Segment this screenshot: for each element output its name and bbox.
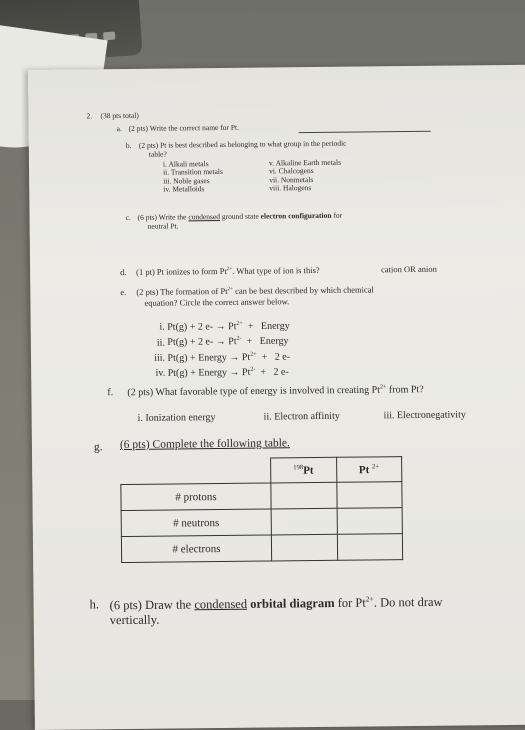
option-halogens[interactable]: viii. Halogens xyxy=(269,183,312,193)
equation-iii[interactable]: iii. Pt(g) + Energy → $Pt^{2+} + 2$ e- xyxy=(154,351,291,364)
question-points: (38 pts total) xyxy=(100,110,139,121)
part-b-text-1: (2 pts) Pt is best described as belonging to what group in the periodic xyxy=(138,138,347,150)
part-c-text: (6 pts) Write the condensed ground state electron configuration for xyxy=(137,210,343,222)
cell-electrons-pt2plus[interactable] xyxy=(337,534,403,561)
row-label-protons: # protons xyxy=(121,483,271,511)
part-f-text: (2 pts) What favorable type of energy is involved in creating $Pt^{2+}$ from Pt? xyxy=(127,384,424,399)
option-alkaline-earth-metals[interactable]: v. Alkaline Earth metals xyxy=(268,157,342,168)
part-e-equations xyxy=(151,317,291,380)
cell-protons-pt2plus[interactable] xyxy=(336,482,402,509)
choice-electron-affinity[interactable]: ii. Electron affinity xyxy=(263,410,340,423)
row-label-electrons: # electrons xyxy=(121,535,271,563)
part-e-text-1: (2 pts) The formation of $Pt^{2+}$ can be best described by which chemical xyxy=(136,284,374,297)
option-transition-metals[interactable]: ii. Transition metals xyxy=(163,167,223,177)
equation-iv[interactable]: iv. Pt(g) + Energy → $Pt^{2-} + 2$ e- xyxy=(155,366,289,379)
question-number: 2. xyxy=(86,111,93,121)
part-f-label: f. xyxy=(107,387,114,399)
cell-electrons-pt198[interactable] xyxy=(271,534,337,561)
table-row xyxy=(121,534,402,563)
part-a-label: a. xyxy=(116,124,122,134)
cell-neutrons-pt2plus[interactable] xyxy=(337,508,403,535)
part-b-options-left xyxy=(163,160,223,194)
table-corner xyxy=(121,458,271,485)
part-a-answer-line[interactable] xyxy=(299,131,431,133)
part-d-label: d. xyxy=(120,266,127,278)
header-pt-2plus: Pt $^{2+}$ xyxy=(336,457,402,483)
row-label-neutrons: # neutrons xyxy=(121,509,271,537)
option-metalloids[interactable]: iv. Metalloids xyxy=(163,184,205,194)
part-e-text-2: equation? Circle the correct answer below. xyxy=(144,296,290,308)
table-row xyxy=(121,508,402,537)
table-header-row xyxy=(121,457,402,485)
part-c-label: c. xyxy=(125,212,131,222)
part-h-text-2: vertically. xyxy=(109,612,160,628)
part-d-text: (1 pt) Pt ionizes to form $Pt^{2+}$. What type of ion is this? xyxy=(136,264,320,277)
part-g-text: (6 pts) Complete the following table. xyxy=(119,437,290,452)
cell-neutrons-pt198[interactable] xyxy=(271,508,337,535)
option-alkali-metals[interactable]: i. Alkali metals xyxy=(162,159,209,169)
part-b-label: b. xyxy=(125,140,132,150)
part-b-options-right xyxy=(269,159,341,193)
cell-protons-pt198[interactable] xyxy=(271,482,337,509)
part-e-label: e. xyxy=(120,286,127,298)
equation-ii[interactable]: ii. Pt(g) + 2 $e- \to Pt^{2-}$ + Energy xyxy=(156,335,289,349)
choice-electronegativity[interactable]: iii. Electronegativity xyxy=(383,409,466,422)
worksheet-page xyxy=(28,65,525,730)
equation-i[interactable]: i. Pt(g) + 2 $e- \to Pt^{2+}$ + Energy xyxy=(159,320,290,333)
option-chalcogens[interactable]: vi. Chalcogens xyxy=(269,166,314,176)
choice-ionization-energy[interactable]: i. Ionization energy xyxy=(137,412,216,424)
header-pt-198: $^{198}$Pt xyxy=(271,457,337,483)
part-a-text: (2 pts) Write the correct name for Pt. xyxy=(128,122,240,133)
part-g-label: g. xyxy=(93,441,103,454)
option-nonmetals[interactable]: vii. Nonmetals xyxy=(269,174,314,185)
part-h-label: h. xyxy=(89,597,100,612)
part-c-text-2: neutral Pt. xyxy=(147,221,179,231)
part-b-text-2: table? xyxy=(148,149,167,159)
part-d-choices[interactable]: cation OR anion xyxy=(381,263,437,275)
part-h-text: (6 pts) Draw the condensed orbital diagram for $Pt^{2+}$. Do not draw xyxy=(109,594,443,613)
table-row xyxy=(121,482,402,511)
isotope-table xyxy=(120,456,403,563)
option-noble-gases[interactable]: iii. Noble gases xyxy=(163,175,210,186)
